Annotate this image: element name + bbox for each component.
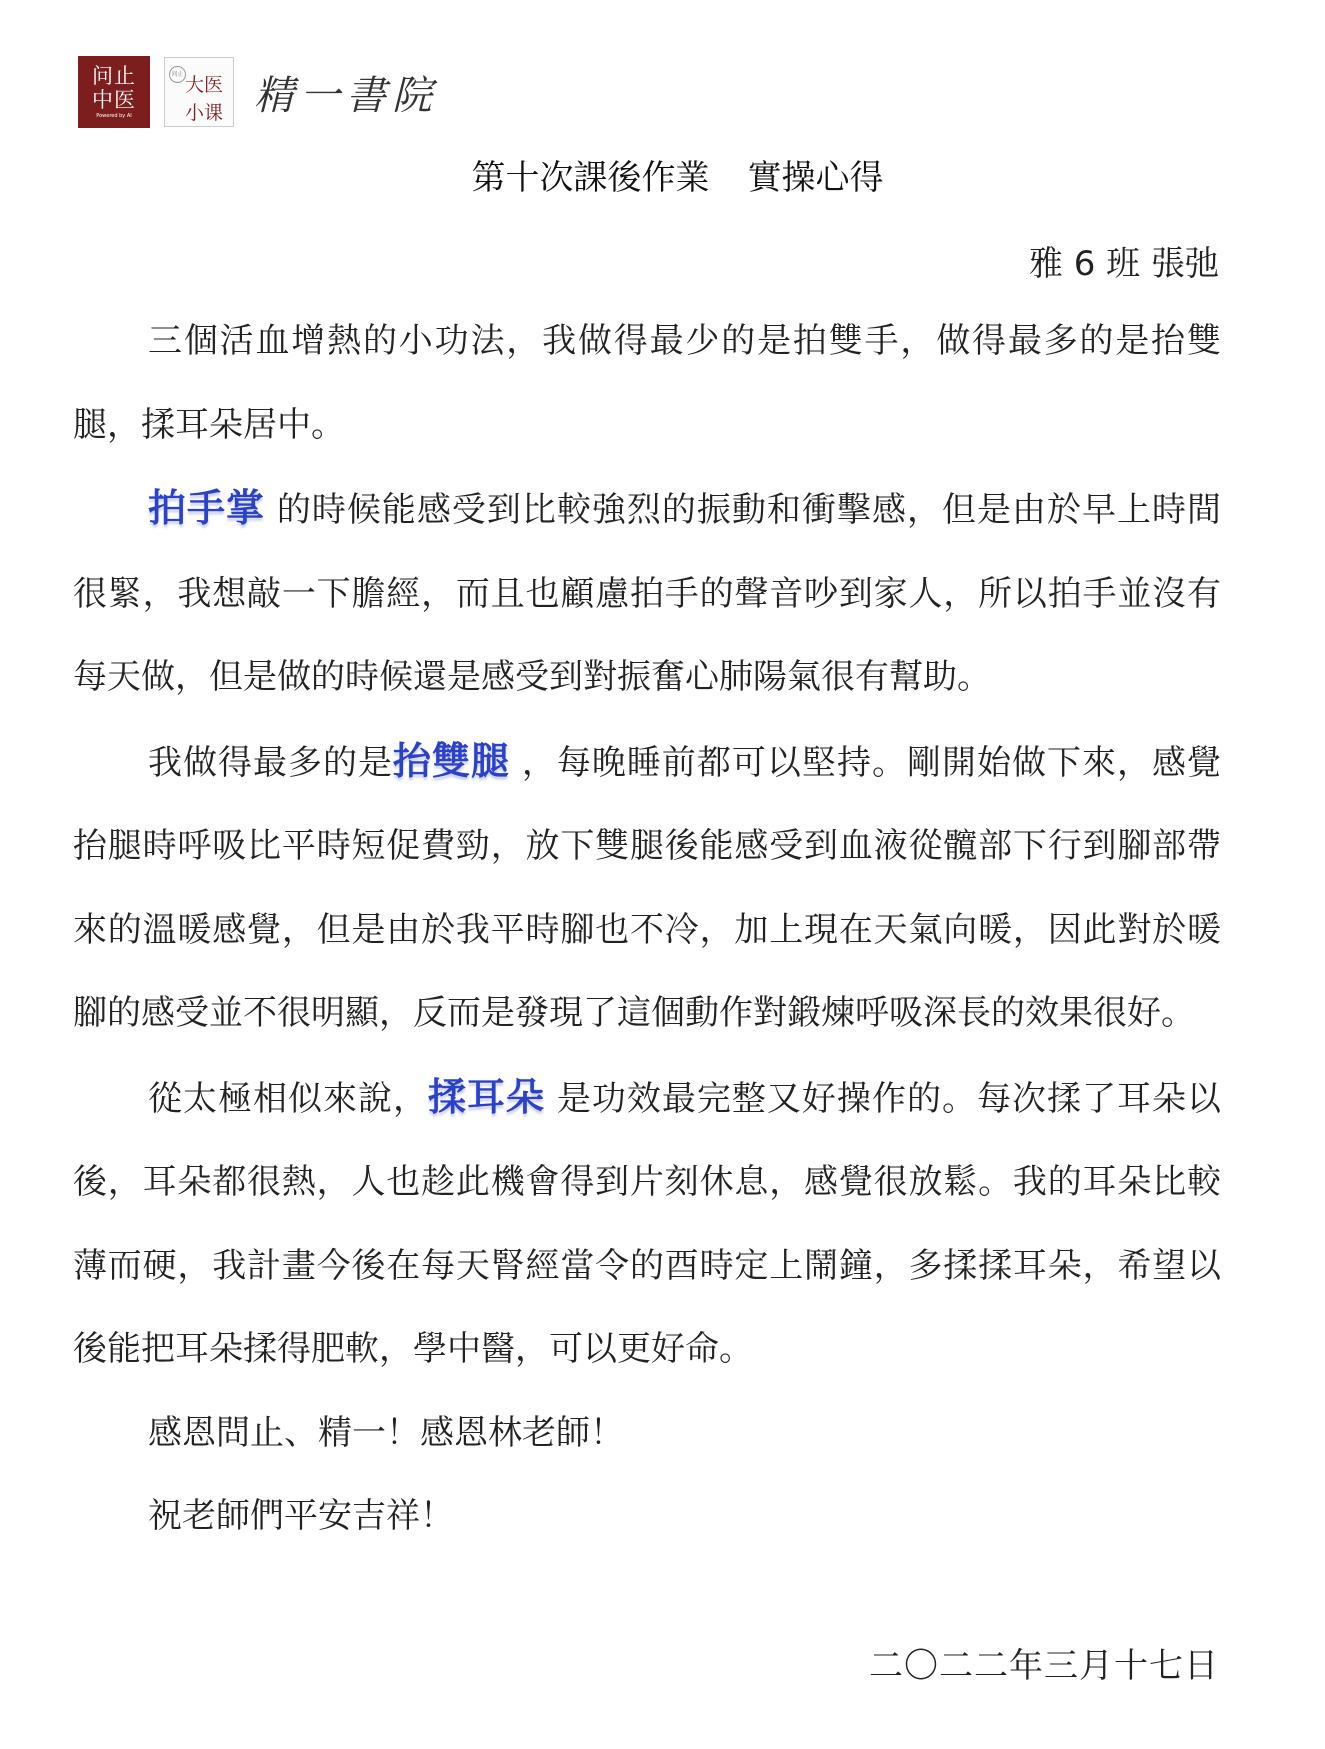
page-title — [0, 150, 1325, 199]
author-line: 雅 6 班 張弛 — [1028, 244, 1219, 284]
jingyi-academy-logo: 精一書院 — [254, 72, 438, 119]
paragraph-1: 三個活血增熱的小功法，我做得最少的是拍雙手，做得最多的是抬雙腿，揉耳朵居中。 — [73, 321, 1221, 445]
logo-bar — [78, 56, 438, 128]
paragraph-3-text: ，每晚睡前都可以堅持。剛開始做下來，感覺抬腿時呼吸比平時短促費勁，放下雙腿後能感受到血液從髖部下行到腳部帶來的溫暖感覺，但是由於我平時腳也不冷，加上現在天氣向暖，因此對於暖腳的感受並不很明顯，反而是發現了這個動作對鍛煉呼吸深長的效果很好。 — [73, 742, 1221, 1033]
paragraph-5: 感恩問止、精一！感恩林老師！ — [148, 1412, 624, 1453]
essay-body — [73, 300, 1221, 1559]
paragraph-3-lead: 我做得最多的是 — [148, 742, 394, 783]
paragraph-4 — [73, 1056, 1221, 1392]
logo2-line1: 大医 — [185, 74, 224, 96]
logo1-line1: 问止 — [92, 63, 136, 88]
highlight-rub-ears: 揉耳朵 — [428, 1074, 546, 1119]
paragraph-4-text: 是功效最完整又好操作的。每次揉了耳朵以後，耳朵都很熱，人也趁此機會得到片刻休息，感覺很放鬆。我的耳朵比較薄而硬，我計畫今後在每天腎經當令的酉時定上鬧鐘，多揉揉耳朵，希望以後能把耳朵揉得肥軟，學中醫，可以更好命。 — [73, 1078, 1221, 1369]
paragraph-6: 祝老師們平安吉祥！ — [148, 1496, 454, 1536]
title-part2: 實操心得 — [747, 158, 884, 198]
logo2-seal-icon: 问止 — [169, 66, 186, 83]
paragraph-3 — [73, 720, 1221, 1056]
paragraph-2-text: 的時候能感受到比較強烈的振動和衝擊感，但是由於早上時間很緊，我想敲一下膽經，而且也顧慮拍手的聲音吵到家人，所以拍手並沒有每天做，但是做的時候還是感受到對振奮心肺陽氣很有幫助。 — [73, 490, 1221, 697]
wenzhi-logo — [78, 56, 150, 128]
logo1-sub: Powered by AI — [96, 113, 132, 120]
paragraph-2 — [73, 467, 1221, 720]
title-part1: 第十次課後作業 — [471, 158, 710, 198]
date-line: 二〇二二年三月十七日 — [869, 1646, 1219, 1686]
paragraph-4-lead: 從太極相似來說， — [148, 1078, 429, 1119]
highlight-clap-hands: 拍手掌 — [148, 486, 266, 530]
highlight-raise-legs: 抬雙腿 — [393, 738, 511, 783]
logo2-line2: 小课 — [185, 102, 224, 124]
logo1-line2: 中医 — [92, 88, 136, 113]
dayi-xiaoke-logo — [164, 57, 234, 127]
